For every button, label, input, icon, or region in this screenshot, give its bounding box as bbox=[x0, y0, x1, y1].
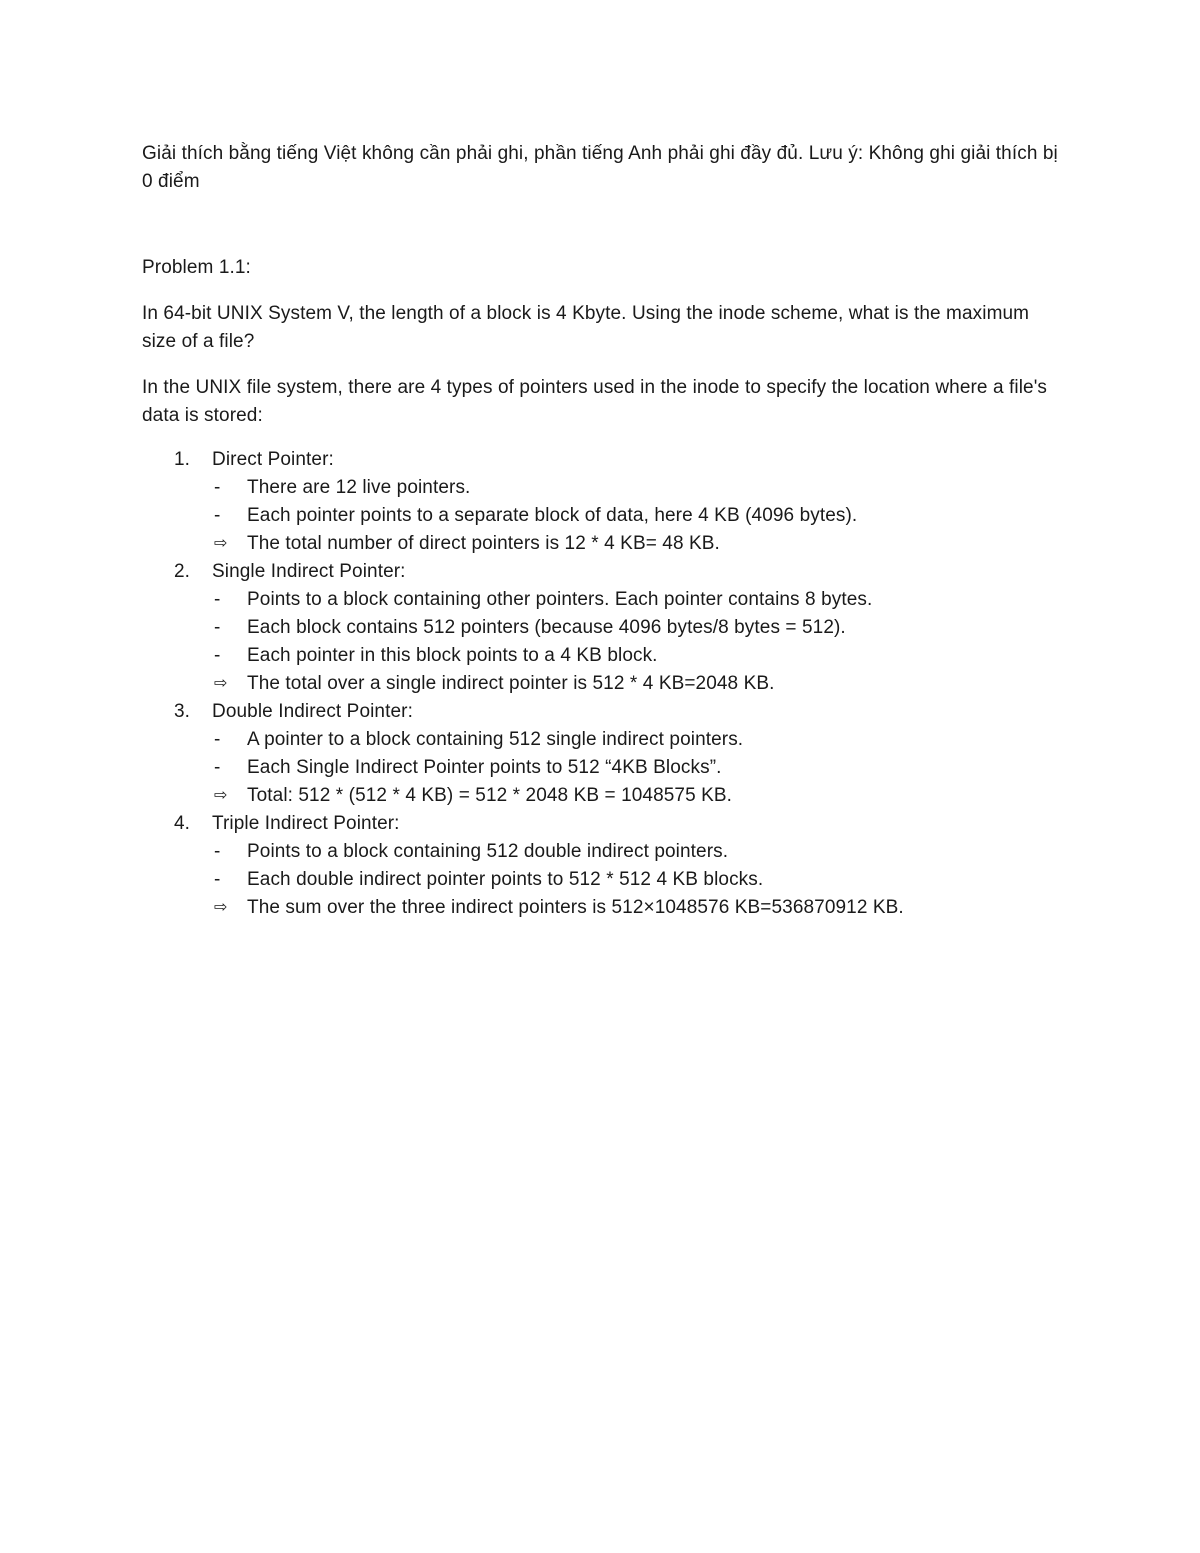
bullet-text: Points to a block containing other pointers. Each pointer contains 8 bytes. bbox=[247, 589, 873, 610]
list-number: 3. bbox=[174, 701, 191, 722]
list-item-title: Direct Pointer: bbox=[212, 449, 334, 470]
dash-marker: - bbox=[214, 757, 221, 778]
list-item-triple-indirect-pointer bbox=[142, 810, 1062, 922]
result-line bbox=[212, 530, 1062, 558]
dash-marker: - bbox=[214, 505, 221, 526]
sub-list bbox=[142, 586, 1062, 698]
bullet-line bbox=[212, 642, 1062, 670]
list-item-double-indirect-pointer bbox=[142, 698, 1062, 810]
dash-marker: - bbox=[214, 729, 221, 750]
result-line bbox=[212, 894, 1062, 922]
pointer-types-list bbox=[142, 446, 1062, 922]
result-text: The total over a single indirect pointer is 512 * 4 KB=2048 KB. bbox=[247, 673, 775, 694]
bullet-text: Each pointer points to a separate block of data, here 4 KB (4096 bytes). bbox=[247, 505, 858, 526]
pointer-intro: In the UNIX file system, there are 4 types of pointers used in the inode to specify the location where a file's data is stored: bbox=[142, 377, 1048, 426]
result-text: The total number of direct pointers is 12 * 4 KB= 48 KB. bbox=[247, 533, 720, 554]
list-item-title: Single Indirect Pointer: bbox=[212, 561, 406, 582]
list-item-single-indirect-pointer bbox=[142, 558, 1062, 698]
arrow-right-icon: ⇨ bbox=[214, 899, 228, 916]
list-item-title: Triple Indirect Pointer: bbox=[212, 813, 400, 834]
dash-marker: - bbox=[214, 589, 221, 610]
document-page bbox=[142, 140, 1062, 922]
problem-title: Problem 1.1: bbox=[142, 257, 251, 278]
result-line bbox=[212, 782, 1062, 810]
bullet-line bbox=[212, 502, 1062, 530]
list-item-direct-pointer bbox=[142, 446, 1062, 558]
dash-marker: - bbox=[214, 841, 221, 862]
arrow-right-icon: ⇨ bbox=[214, 675, 228, 692]
sub-list bbox=[142, 474, 1062, 558]
sub-list bbox=[142, 838, 1062, 922]
result-line bbox=[212, 670, 1062, 698]
bullet-line bbox=[212, 726, 1062, 754]
bullet-line bbox=[212, 614, 1062, 642]
bullet-text: Each Single Indirect Pointer points to 512 “4KB Blocks”. bbox=[247, 757, 722, 778]
bullet-line bbox=[212, 754, 1062, 782]
bullet-text: Each double indirect pointer points to 512 * 512 4 KB blocks. bbox=[247, 869, 764, 890]
result-text: Total: 512 * (512 * 4 KB) = 512 * 2048 KB = 1048575 KB. bbox=[247, 785, 733, 806]
bullet-text: Points to a block containing 512 double indirect pointers. bbox=[247, 841, 729, 862]
list-number: 2. bbox=[174, 561, 191, 582]
bullet-line bbox=[212, 586, 1062, 614]
bullet-line bbox=[212, 474, 1062, 502]
result-text: The sum over the three indirect pointers is 512×1048576 KB=536870912 KB. bbox=[247, 897, 904, 918]
dash-marker: - bbox=[214, 477, 221, 498]
dash-marker: - bbox=[214, 869, 221, 890]
problem-question: In 64-bit UNIX System V, the length of a block is 4 Kbyte. Using the inode scheme, what is the maximum size of a file? bbox=[142, 303, 1030, 352]
list-number: 1. bbox=[174, 449, 191, 470]
bullet-text: Each block contains 512 pointers (because 4096 bytes/8 bytes = 512). bbox=[247, 617, 846, 638]
list-item-title: Double Indirect Pointer: bbox=[212, 701, 413, 722]
sub-list bbox=[142, 726, 1062, 810]
list-number: 4. bbox=[174, 813, 191, 834]
bullet-text: Each pointer in this block points to a 4 KB block. bbox=[247, 645, 658, 666]
arrow-right-icon: ⇨ bbox=[214, 787, 228, 804]
bullet-text: A pointer to a block containing 512 single indirect pointers. bbox=[247, 729, 744, 750]
dash-marker: - bbox=[214, 645, 221, 666]
instruction-note: Giải thích bằng tiếng Việt không cần phải ghi, phần tiếng Anh phải ghi đầy đủ. Lưu ý: Không ghi giải thích bị 0 điểm bbox=[142, 143, 1058, 192]
arrow-right-icon: ⇨ bbox=[214, 535, 228, 552]
bullet-line bbox=[212, 838, 1062, 866]
bullet-line bbox=[212, 866, 1062, 894]
dash-marker: - bbox=[214, 617, 221, 638]
bullet-text: There are 12 live pointers. bbox=[247, 477, 471, 498]
